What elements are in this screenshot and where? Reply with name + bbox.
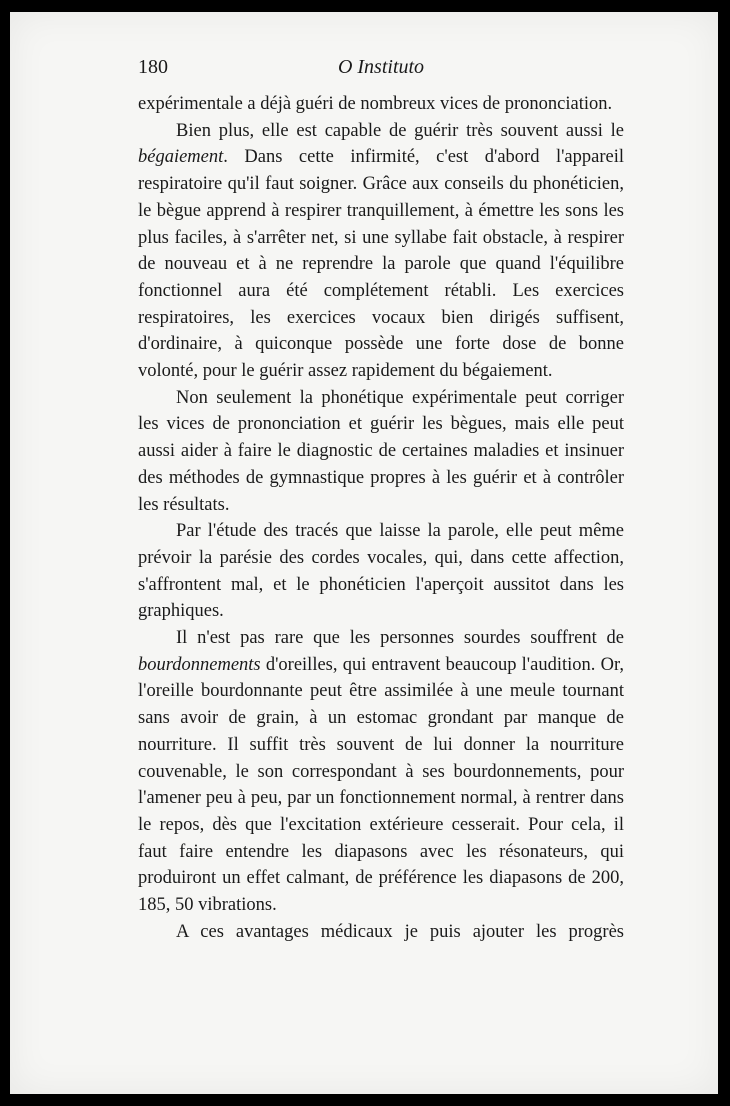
paragraph	[138, 919, 624, 946]
body-text	[138, 91, 624, 946]
page-header	[138, 56, 624, 86]
paragraph	[138, 625, 624, 919]
running-title: O Instituto	[337, 56, 425, 78]
italic-term: bégaiement	[138, 147, 224, 168]
page-number: 180	[138, 56, 168, 78]
paragraph	[138, 518, 624, 625]
text-run: Il n'est pas rare que les personnes sourdes souffrent de	[176, 628, 624, 649]
italic-term: bourdonnements	[138, 654, 261, 675]
paragraph	[138, 118, 624, 385]
text-run: d'oreilles, qui entravent beaucoup l'audition. Or, l'oreille bourdonnante peut être assimilée à une meule tournant sans avoir de grain, à un estomac grondant par manque de nourriture. Il suffit très souvent de lui donner la nourriture couvenable, le son correspondant à ses bourdonnements, pour l'amener peu à peu, par un fonctionnement normal, à rentrer dans le repos, dès que l'excitation extérieure cesserait. Pour cela, il faut faire entendre les diapasons avec les résonateurs, qui produiront un effet calmant, de préférence les diapasons de 200, 185, 50 vibrations.	[138, 654, 624, 916]
text-run: A ces avantages médicaux je puis ajouter les progrès	[176, 921, 624, 942]
text-run: . Dans cette infirmité, c'est d'abord l'appareil respiratoire qu'il faut soigner. Grâce aux conseils du phonéticien, le bègue apprend à respirer tranquillement, à émettre les sons les plus faciles, à s'arrêter net, si une syllabe fait obstacle, à respirer de nouveau et à ne reprendre la parole que quand l'équilibre fonctionnel aura été complétement rétabli. Les exercices respiratoires, les exercices vocaux bien dirigés suffisent, d'ordinaire, à quiconque possède une forte dose de bonne volonté, pour le guérir assez rapidement du bégaiement.	[138, 147, 624, 382]
text-run: Bien plus, elle est capable de guérir très souvent aussi le	[176, 120, 624, 141]
paragraph	[138, 385, 624, 519]
text-run: expérimentale a déjà guéri de nombreux vices de prononciation.	[138, 94, 613, 114]
paragraph	[138, 91, 624, 118]
text-run: Non seulement la phonétique expérimentale peut corriger les vices de prononciation et guérir les bègues, mais elle peut aussi aider à faire le diagnostic de certaines maladies et insinuer des méthodes de gymnastique propres à les guérir et à contrôler les résultats.	[138, 387, 624, 515]
text-run: Par l'étude des tracés que laisse la parole, elle peut même prévoir la parésie des cordes vocales, qui, dans cette affection, s'affrontent mal, et le phonéticien l'aperçoit aussitot dans les graphiques.	[138, 521, 624, 622]
